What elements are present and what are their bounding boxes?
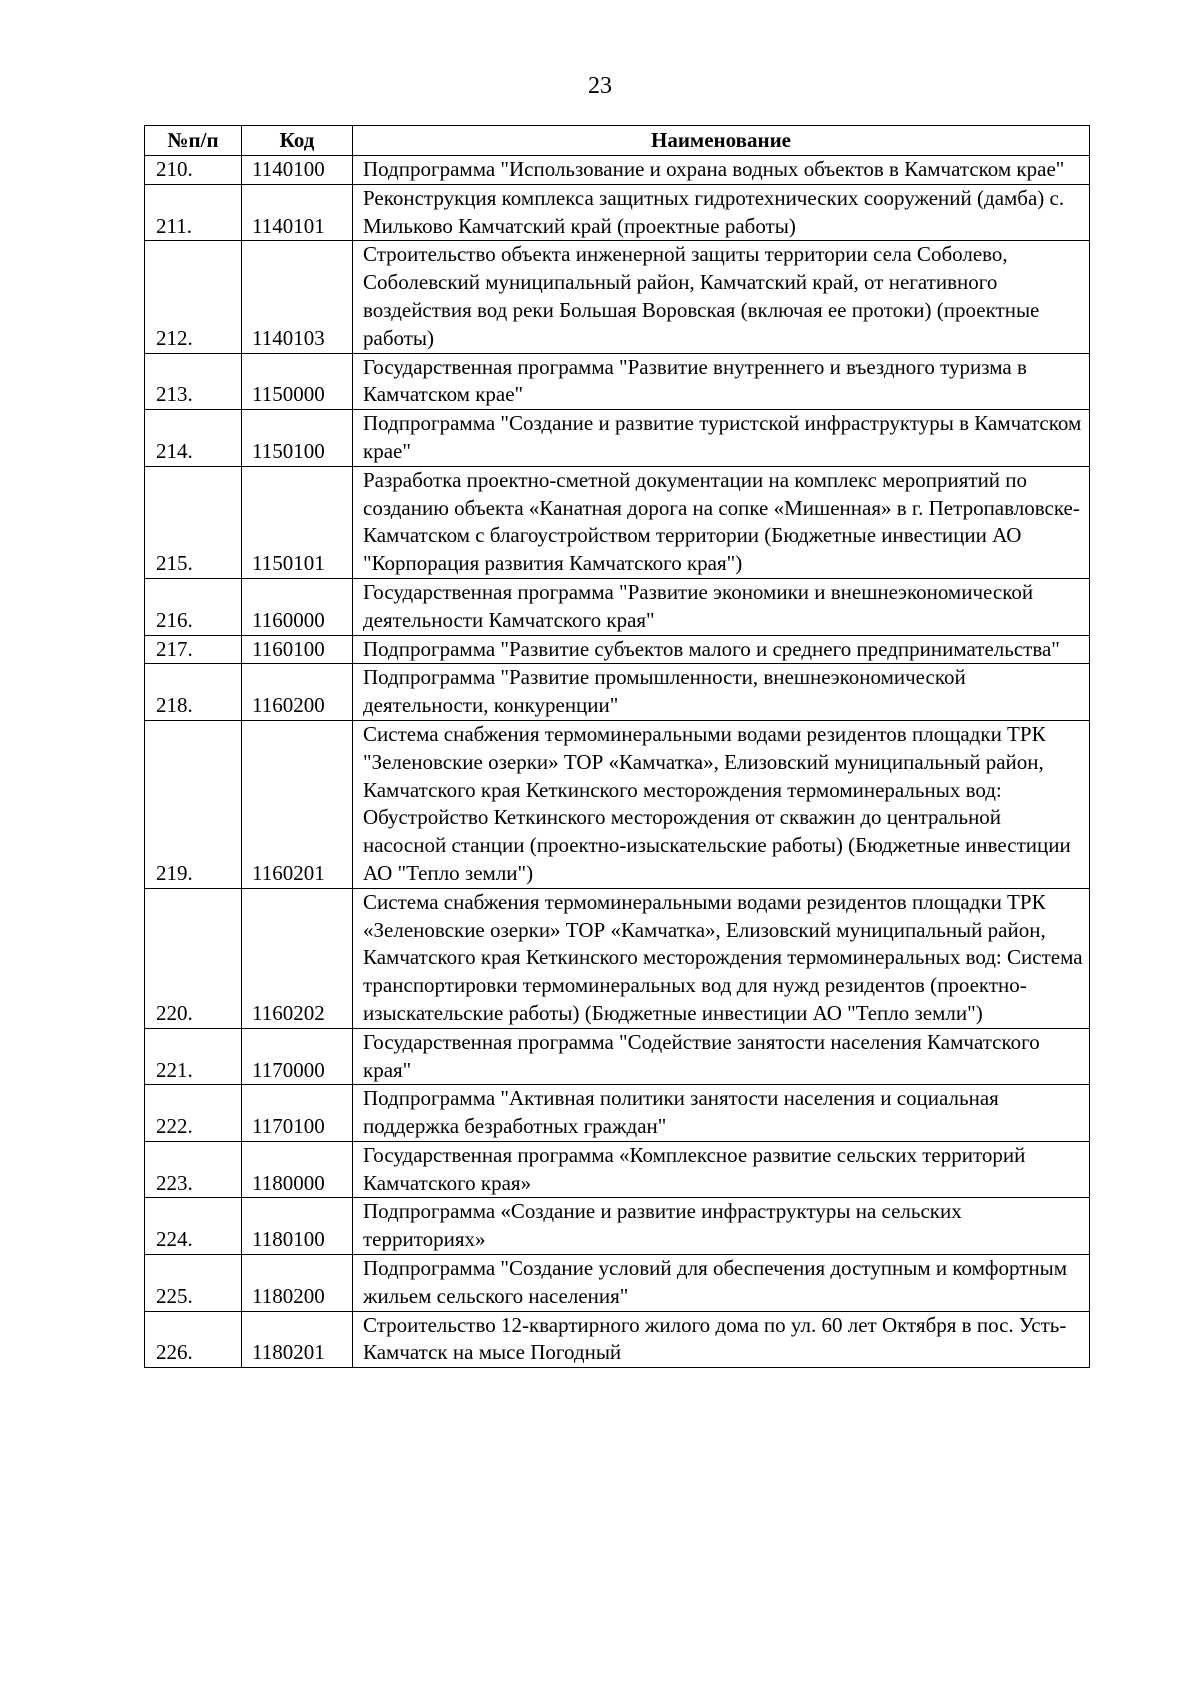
- page-number: 23: [588, 73, 612, 99]
- row-number: 219.: [145, 720, 242, 888]
- row-number: 211.: [145, 184, 242, 241]
- table-header-row: [145, 126, 1090, 156]
- row-number: 218.: [145, 664, 242, 721]
- row-code: 1180000: [242, 1141, 353, 1198]
- row-number: 215.: [145, 466, 242, 578]
- row-code: 1150101: [242, 466, 353, 578]
- table-row: [145, 1198, 1090, 1255]
- row-code: 1170000: [242, 1028, 353, 1085]
- row-number: 216.: [145, 578, 242, 635]
- row-name: Подпрограмма "Создание и развитие туристской инфраструктуры в Камчатском крае": [353, 410, 1090, 467]
- row-number: 223.: [145, 1141, 242, 1198]
- row-name: Строительство 12-квартирного жилого дома по ул. 60 лет Октября в пос. Усть-Камчатск на мысе Погодный: [353, 1311, 1090, 1368]
- row-code: 1170100: [242, 1085, 353, 1142]
- row-name: Подпрограмма "Использование и охрана водных объектов в Камчатском крае": [353, 156, 1090, 185]
- row-number: 214.: [145, 410, 242, 467]
- row-number: 217.: [145, 635, 242, 664]
- row-code: 1160100: [242, 635, 353, 664]
- column-header-number: №п/п: [145, 126, 242, 156]
- row-name: Подпрограмма "Создание условий для обеспечения доступным и комфортным жильем сельского населения": [353, 1255, 1090, 1312]
- table-row: [145, 466, 1090, 578]
- row-number: 212.: [145, 241, 242, 353]
- row-code: 1140100: [242, 156, 353, 185]
- row-name: Подпрограмма «Создание и развитие инфраструктуры на сельских территориях»: [353, 1198, 1090, 1255]
- row-code: 1150000: [242, 353, 353, 410]
- row-code: 1180100: [242, 1198, 353, 1255]
- row-number: 225.: [145, 1255, 242, 1312]
- row-number: 210.: [145, 156, 242, 185]
- table-row: [145, 184, 1090, 241]
- table-row: [145, 1141, 1090, 1198]
- table-row: [145, 1255, 1090, 1312]
- row-name: Система снабжения термоминеральными водами резидентов площадки ТРК "Зеленовские озерки» ТОР «Камчатка», Елизовский муниципальный район, Камчатского края Кеткинского месторождения термоминеральных вод: Обустройство Кеткинского месторождения от скважин до центральной насосной станции (проектно-изыскательские работы) (Бюджетные инвестиции АО "Тепло земли"): [353, 720, 1090, 888]
- row-code: 1150100: [242, 410, 353, 467]
- row-code: 1160200: [242, 664, 353, 721]
- row-name: Подпрограмма "Развитие субъектов малого и среднего предпринимательства": [353, 635, 1090, 664]
- table-row: [145, 635, 1090, 664]
- row-name: Строительство объекта инженерной защиты территории села Соболево, Соболевский муниципальный район, Камчатский край, от негативного воздействия вод реки Большая Воровская (включая ее протоки) (проектные работы): [353, 241, 1090, 353]
- table-row: [145, 1085, 1090, 1142]
- table-row: [145, 578, 1090, 635]
- row-name: Государственная программа «Комплексное развитие сельских территорий Камчатского края»: [353, 1141, 1090, 1198]
- column-header-name: Наименование: [353, 126, 1090, 156]
- table-row: [145, 156, 1090, 185]
- row-number: 213.: [145, 353, 242, 410]
- row-number: 224.: [145, 1198, 242, 1255]
- table-row: [145, 1311, 1090, 1368]
- row-name: Разработка проектно-сметной документации на комплекс мероприятий по созданию объекта «Канатная дорога на сопке «Мишенная» в г. Петропавловске-Камчатском с благоустройством территории (Бюджетные инвестиции АО "Корпорация развития Камчатского края"): [353, 466, 1090, 578]
- row-name: Реконструкция комплекса защитных гидротехнических сооружений (дамба) с. Мильково Камчатский край (проектные работы): [353, 184, 1090, 241]
- row-number: 220.: [145, 888, 242, 1028]
- row-name: Подпрограмма "Активная политики занятости населения и социальная поддержка безработных граждан": [353, 1085, 1090, 1142]
- row-code: 1180201: [242, 1311, 353, 1368]
- row-code: 1140101: [242, 184, 353, 241]
- table-row: [145, 241, 1090, 353]
- row-name: Государственная программа "Развитие экономики и внешнеэкономической деятельности Камчатского края": [353, 578, 1090, 635]
- row-code: 1160202: [242, 888, 353, 1028]
- row-number: 222.: [145, 1085, 242, 1142]
- row-code: 1180200: [242, 1255, 353, 1312]
- row-number: 226.: [145, 1311, 242, 1368]
- row-code: 1140103: [242, 241, 353, 353]
- table-row: [145, 1028, 1090, 1085]
- table-row: [145, 353, 1090, 410]
- column-header-code: Код: [242, 126, 353, 156]
- table-row: [145, 720, 1090, 888]
- table-row: [145, 664, 1090, 721]
- row-name: Подпрограмма "Развитие промышленности, внешнеэкономической деятельности, конкуренции": [353, 664, 1090, 721]
- budget-code-table: [144, 125, 1090, 1368]
- row-number: 221.: [145, 1028, 242, 1085]
- row-code: 1160201: [242, 720, 353, 888]
- row-name: Государственная программа "Содействие занятости населения Камчатского края": [353, 1028, 1090, 1085]
- row-name: Государственная программа "Развитие внутреннего и въездного туризма в Камчатском крае": [353, 353, 1090, 410]
- row-code: 1160000: [242, 578, 353, 635]
- table-row: [145, 410, 1090, 467]
- table-row: [145, 888, 1090, 1028]
- row-name: Система снабжения термоминеральными водами резидентов площадки ТРК «Зеленовские озерки» ТОР «Камчатка», Елизовский муниципальный район, Камчатского края Кеткинского месторождения термоминеральных вод: Система транспортировки термоминеральных вод для нужд резидентов (проектно-изыскательские работы) (Бюджетные инвестиции АО "Тепло земли"): [353, 888, 1090, 1028]
